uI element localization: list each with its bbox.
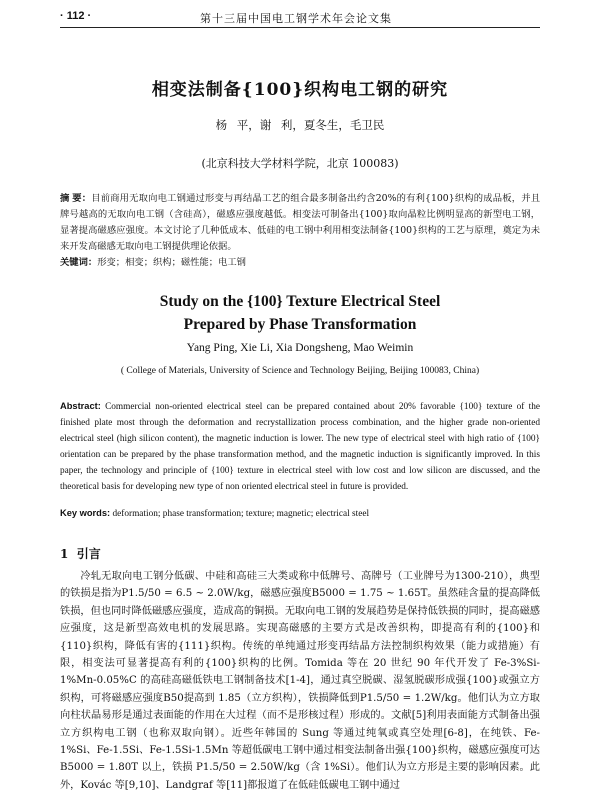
chinese-authors: 杨 平，谢 利，夏冬生，毛卫民 (215, 118, 385, 132)
section-number: 1 (60, 547, 69, 561)
chinese-abstract-text: 目前商用无取向电工钢通过形变与再结晶工艺的组合最多制备出约含20%的有利{100}织构的成品板，并且牌号越高的无取向电工钢（含硅高），磁感应强度越低。相变法可制备出{100}取向晶粒比例明显高的新型电工钢，显著提高磁感应强度。本文讨论了几种低成本、低硅的电工钢中利用相变法制备{100}织构的工艺与原理，奠定为未来开发高磁感无取向电工钢提供理论依据。 (60, 193, 540, 252)
english-title (0, 290, 600, 336)
section-heading (60, 545, 101, 562)
english-keywords-label: Key words: (60, 508, 111, 518)
page-number: · 112 · (60, 10, 92, 22)
introduction-paragraph: 冷轧无取向电工钢分低碳、中硅和高硅三大类或称中低牌号、高牌号（工业牌号为1300-210），典型的铁损是指为P1.5/50 = 6.5 ~ 2.0W/kg，磁感应强度B5000 = 1.75 ~ 1.65T。虽然硅含量的提高降低铁损，但也同时降低磁感应强度，造成高的铜损。无取向电工钢的发展趋势是保持低铁损的同时，提高磁感应强度，这是新型高效电机的发展思路。实现高磁感的主要方式是改善织构，即提高有利的{100}和{110}织构，降低有害的{111}织构。传统的单纯通过形变再结晶方法控制织构效果（能力或措施）有限，相变法可显著提高有利的{100}织构的比例。Tomida 等在 20 世纪 90 年代开发了 Fe-3%Si-1%Mn-0.05%C 的高硅高磁低铁电工钢制备技术[1-4]，通过真空脱碳、湿氢脱碳形成强{100}或强立方织构，可将磁感应强度B50提高到 1.85（立方织构），铁损降低到P1.5/50 = 1.2W/kg。他们认为立方取向柱状晶易形是通过表面能的作用在大过程（而不是形核过程）形成的。文献[5]利用表面能方式制备出强立方织构电工钢（也称双取向钢）。近些年韩国的 Sung 等通过纯氧或真空处理[6-8]，在纯铁、Fe-1%Si、Fe-1.5Si、Fe-1.5Si-1.5Mn 等超低碳电工钢中通过相变法制备出强{100}织构，磁感应强度可达 B5000 = 1.80T 以上，铁损 P1.5/50 = 2.50W/kg（含 1%Si）。他们认为立方形是主要的影响因素。此外，Kovác 等[9,10]、Landgraf 等[11]都报道了在低硅低碳电工钢中通过 (60, 571, 540, 791)
running-header (60, 8, 538, 26)
conference-name: 第十三届中国电工钢学术年会论文集 (200, 12, 392, 25)
english-keywords (60, 505, 540, 522)
english-title-line1: Study on the {100} Texture Electrical Steel (159, 293, 441, 310)
chinese-affiliation: (北京科技大学材料学院，北京 100083) (201, 157, 399, 170)
english-title-line2: Prepared by Phase Transformation (183, 316, 417, 333)
english-keywords-text: deformation; phase transformation; texture; magnetic; electrical steel (112, 509, 370, 519)
chinese-keywords (60, 254, 540, 271)
chinese-keywords-text: 形变；相变；织构；磁性能；电工钢 (97, 257, 246, 268)
english-abstract-label: Abstract: (60, 401, 101, 411)
header-rule (60, 27, 540, 28)
english-authors: Yang Ping, Xie Li, Xia Dongsheng, Mao Weimin (186, 342, 414, 354)
english-affiliation: ( College of Materials, University of Science and Technology Beijing, Beijing 100083, China) (120, 366, 480, 376)
english-abstract (60, 398, 540, 495)
english-abstract-text: Commercial non-oriented electrical steel can be prepared contained about 20% favorable {100} texture of the finished plate most through the deformation and recrystallization process combination, and the higher grade non-oriented electrical steel (high silicon content), the magnetic induction is lower. The new type of electrical steel with high ratio of {100} orientation can be prepared by the phase transformation method, and the magnetic induction is significantly improved. In this paper, the technology and principle of {100} texture in electrical steel with low cost and low silicon are discussed, and the theoretical basis for developing new type of non oriented electrical steel in future is provided. (60, 402, 540, 492)
chinese-keywords-label: 关键词： (60, 257, 98, 267)
section-title: 引言 (76, 547, 101, 561)
chinese-title: 相变法制备{100}织构电工钢的研究 (151, 80, 449, 100)
chinese-abstract (60, 190, 540, 255)
chinese-abstract-label: 摘 要： (60, 193, 92, 203)
